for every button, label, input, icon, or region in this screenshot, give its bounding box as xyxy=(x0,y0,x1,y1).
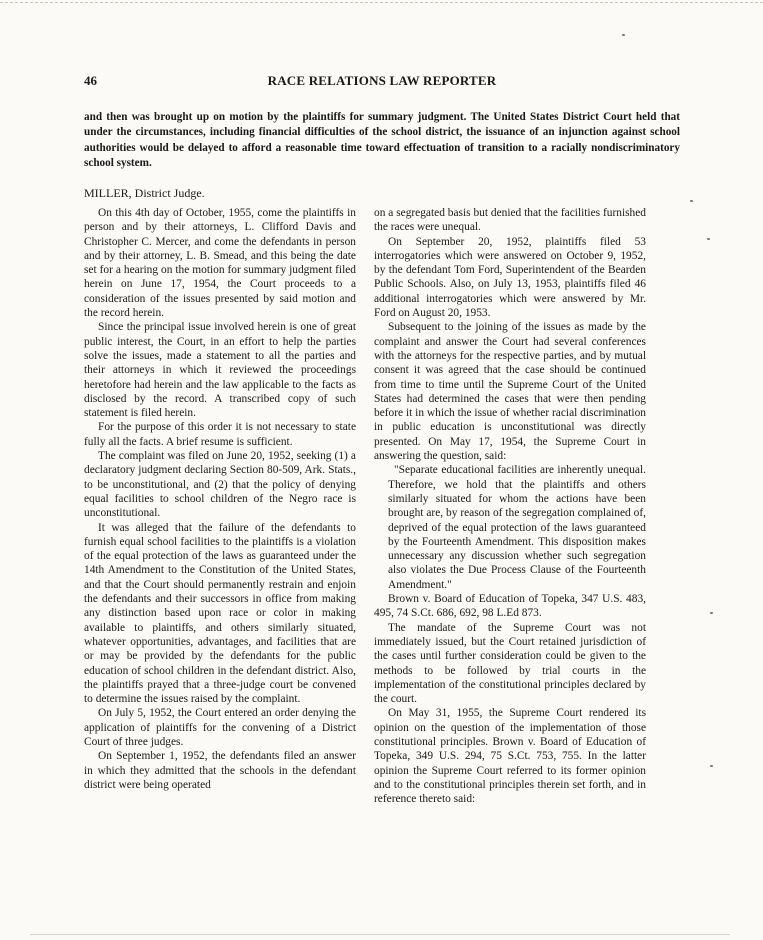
scan-speck xyxy=(690,200,693,202)
paragraph: On September 1, 1952, the defendants filed an answer in which they admitted that the schools in the defendant district were being operated xyxy=(84,750,356,791)
paragraph: On this 4th day of October, 1955, come the plaintiffs in person and by their attorneys, L. Clifford Davis and Christopher C. Mercer, and come the defendants in person and by their attorney, L. B. Smead, and this being the date set for a hearing on the motion for summary judgment filed herein on June 17, 1954, the Court proceeds to a consideration of the issues presented by said motion and the record herein. xyxy=(84,207,356,320)
scan-speck xyxy=(707,238,710,240)
paragraph: On September 20, 1952, plaintiffs filed 53 interrogatories which were answered on October 9, 1952, by the defendant Tom Ford, Superintendent of the Bearden Public Schools. Also, on July 13, 1953, plaintiffs filed 46 additional interrogatories which were answered by Mr. Ford on August 20, 1953. xyxy=(374,235,646,320)
citation: Brown v. Board of Education of Topeka, 347 U.S. 483, 495, 74 S.Ct. 686, 692, 98 L.Ed 873. xyxy=(374,593,646,620)
right-column xyxy=(374,206,646,806)
headnote: and then was brought up on motion by the plaintiffs for summary judgment. The United States District Court held that under the circumstances, including financial difficulties of the school district, the issuance of an injunction against school authorities would be delayed to afford a reasonable time toward effectuation of transition to a racially nondiscriminatory school system. xyxy=(84,111,680,170)
block-quote: "Separate educational facilities are inherently unequal. Therefore, we hold that the plaintiffs and others similarly situated for whom the actions have been brought are, by reason of the segregation complained of, deprived of the equal protection of the laws guaranteed by the Fourteenth Amendment. This disposition makes unnecessary any discussion whether such segregation also violates the Due Process Clause of the Fourteenth Amendment." xyxy=(388,464,646,591)
running-head: RACE RELATIONS LAW REPORTER xyxy=(267,73,497,88)
scan-speck xyxy=(710,765,713,767)
paragraph: For the purpose of this order it is not necessary to state fully all the facts. A brief resume is sufficient. xyxy=(84,421,356,448)
paragraph: Since the principal issue involved herein is one of great public interest, the Court, in an effort to help the parties solve the issues, made a statement to all the parties and their attorneys in which it reviewed the proceedings heretofore had herein and the law applicable to the facts as disclosed by the record. A transcribed copy of such statement is filed herein. xyxy=(84,321,356,420)
paragraph: The mandate of the Supreme Court was not immediately issued, but the Court retained jurisdiction of the cases until further consideration could be given to the methods to be followed by trial courts in the implementation of the constitutional principles declared by the court. xyxy=(374,621,646,706)
scan-speck xyxy=(622,34,625,36)
scan-speck xyxy=(710,612,713,614)
page-top-edge xyxy=(0,2,763,3)
paragraph: The complaint was filed on June 20, 1952, seeking (1) a declaratory judgment declaring Section 80-509, Ark. Stats., to be unconstitutional, and (2) that the policy of denying equal facilities to school children of the Negro race is unconstitutional. xyxy=(84,450,356,520)
left-column xyxy=(84,206,356,792)
page-bottom-edge xyxy=(30,934,730,935)
page-header xyxy=(84,73,680,93)
paragraph: It was alleged that the failure of the defendants to furnish equal school facilities to the plaintiffs is a violation of the equal protection of the laws as guaranteed under the 14th Amendment to the Constitution of the United States, and that the Court should permanently restrain and enjoin the defendants and their successors in office from making any distinction based upon race or color in making available to plaintiffs, and others similarly situated, whatever opportunities, advantages, and facilities that are or may be provided by the defendants for the public education of school children in the defendant district. Also, the plaintiffs prayed that a three-judge court be convened to determine the issues raised by the complaint. xyxy=(84,521,356,706)
paragraph: On July 5, 1952, the Court entered an order denying the application of plaintiffs for the convening of a District Court of three judges. xyxy=(84,707,356,748)
page-number: 46 xyxy=(84,73,97,88)
paragraph-continuation: on a segregated basis but denied that the facilities furnished the races were unequal. xyxy=(374,207,646,234)
paragraph: On May 31, 1955, the Supreme Court rendered its opinion on the question of the implementation of those constitutional principles. Brown v. Board of Education of Topeka, 349 U.S. 294, 75 S.Ct. 753, 755. In the latter opinion the Supreme Court referred to its former opinion and to the constitutional principles therein set forth, and in reference thereto said: xyxy=(374,707,646,806)
judge-name: MILLER, District Judge. xyxy=(84,186,205,200)
paragraph: Subsequent to the joining of the issues as made by the complaint and answer the Court had several conferences with the attorneys for the respective parties, and by mutual consent it was agreed that the case should be continued from time to time until the Supreme Court of the United States had determined the cases that were then pending before it in which the issue of whether racial discrimination in public education is unconstitutional was directly presented. On May 17, 1954, the Supreme Court in answering the question, said: xyxy=(374,321,646,463)
